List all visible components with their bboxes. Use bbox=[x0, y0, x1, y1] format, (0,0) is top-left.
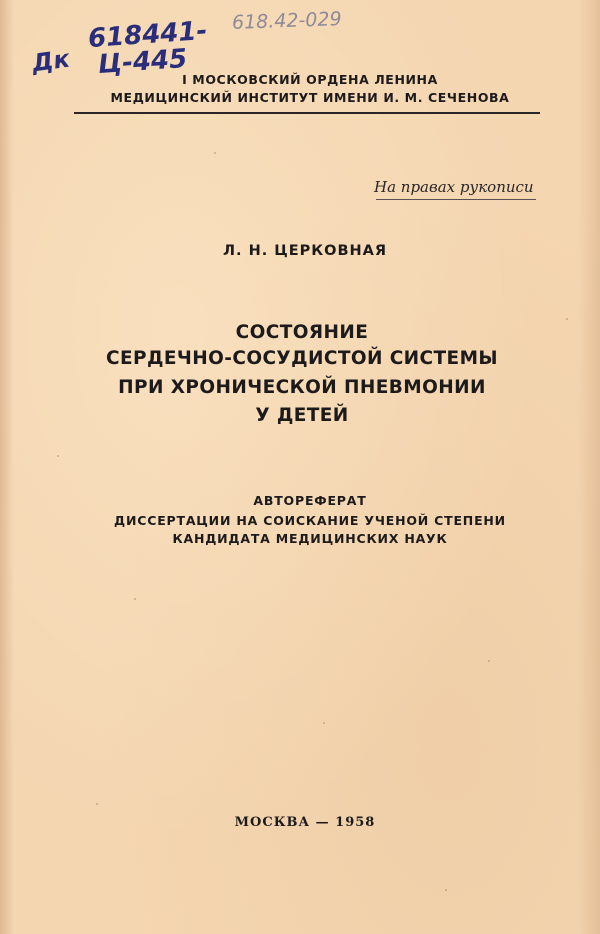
pencil-classification-mark: 618.42-029 bbox=[231, 8, 342, 34]
title-line-1: СОСТОЯНИЕ bbox=[235, 322, 369, 343]
handwritten-prefix: Дк bbox=[30, 44, 72, 78]
rights-note: На правах рукописи bbox=[374, 178, 534, 196]
institution-line-2: МЕДИЦИНСКИЙ ИНСТИТУТ ИМЕНИ И. М. СЕЧЕНОВА bbox=[110, 90, 510, 105]
subtitle-line-2: ДИССЕРТАЦИИ НА СОИСКАНИЕ УЧЕНОЙ СТЕПЕНИ bbox=[114, 513, 506, 528]
subtitle-line-3: КАНДИДАТА МЕДИЦИНСКИХ НАУК bbox=[172, 531, 448, 546]
subtitle-line-1: АВТОРЕФЕРАТ bbox=[253, 493, 367, 508]
handwritten-shelf-code: Ц-445 bbox=[97, 43, 189, 81]
page-edge-shadow-left bbox=[0, 0, 14, 934]
title-line-3: ПРИ ХРОНИЧЕСКОЙ ПНЕВМОНИИ bbox=[118, 377, 486, 398]
imprint-city-year: МОСКВА — 1958 bbox=[234, 815, 376, 830]
handwritten-accession-number: 618441- bbox=[87, 15, 209, 55]
author-name: Л. Н. ЦЕРКОВНАЯ bbox=[222, 243, 388, 259]
page-edge-shadow-right bbox=[578, 0, 600, 934]
title-line-4: У ДЕТЕЙ bbox=[255, 405, 349, 426]
rights-note-underline bbox=[376, 199, 536, 200]
institution-line-1: I МОСКОВСКИЙ ОРДЕНА ЛЕНИНА bbox=[182, 72, 438, 87]
header-rule bbox=[74, 112, 540, 114]
title-line-2: СЕРДЕЧНО-СОСУДИСТОЙ СИСТЕМЫ bbox=[106, 348, 498, 369]
